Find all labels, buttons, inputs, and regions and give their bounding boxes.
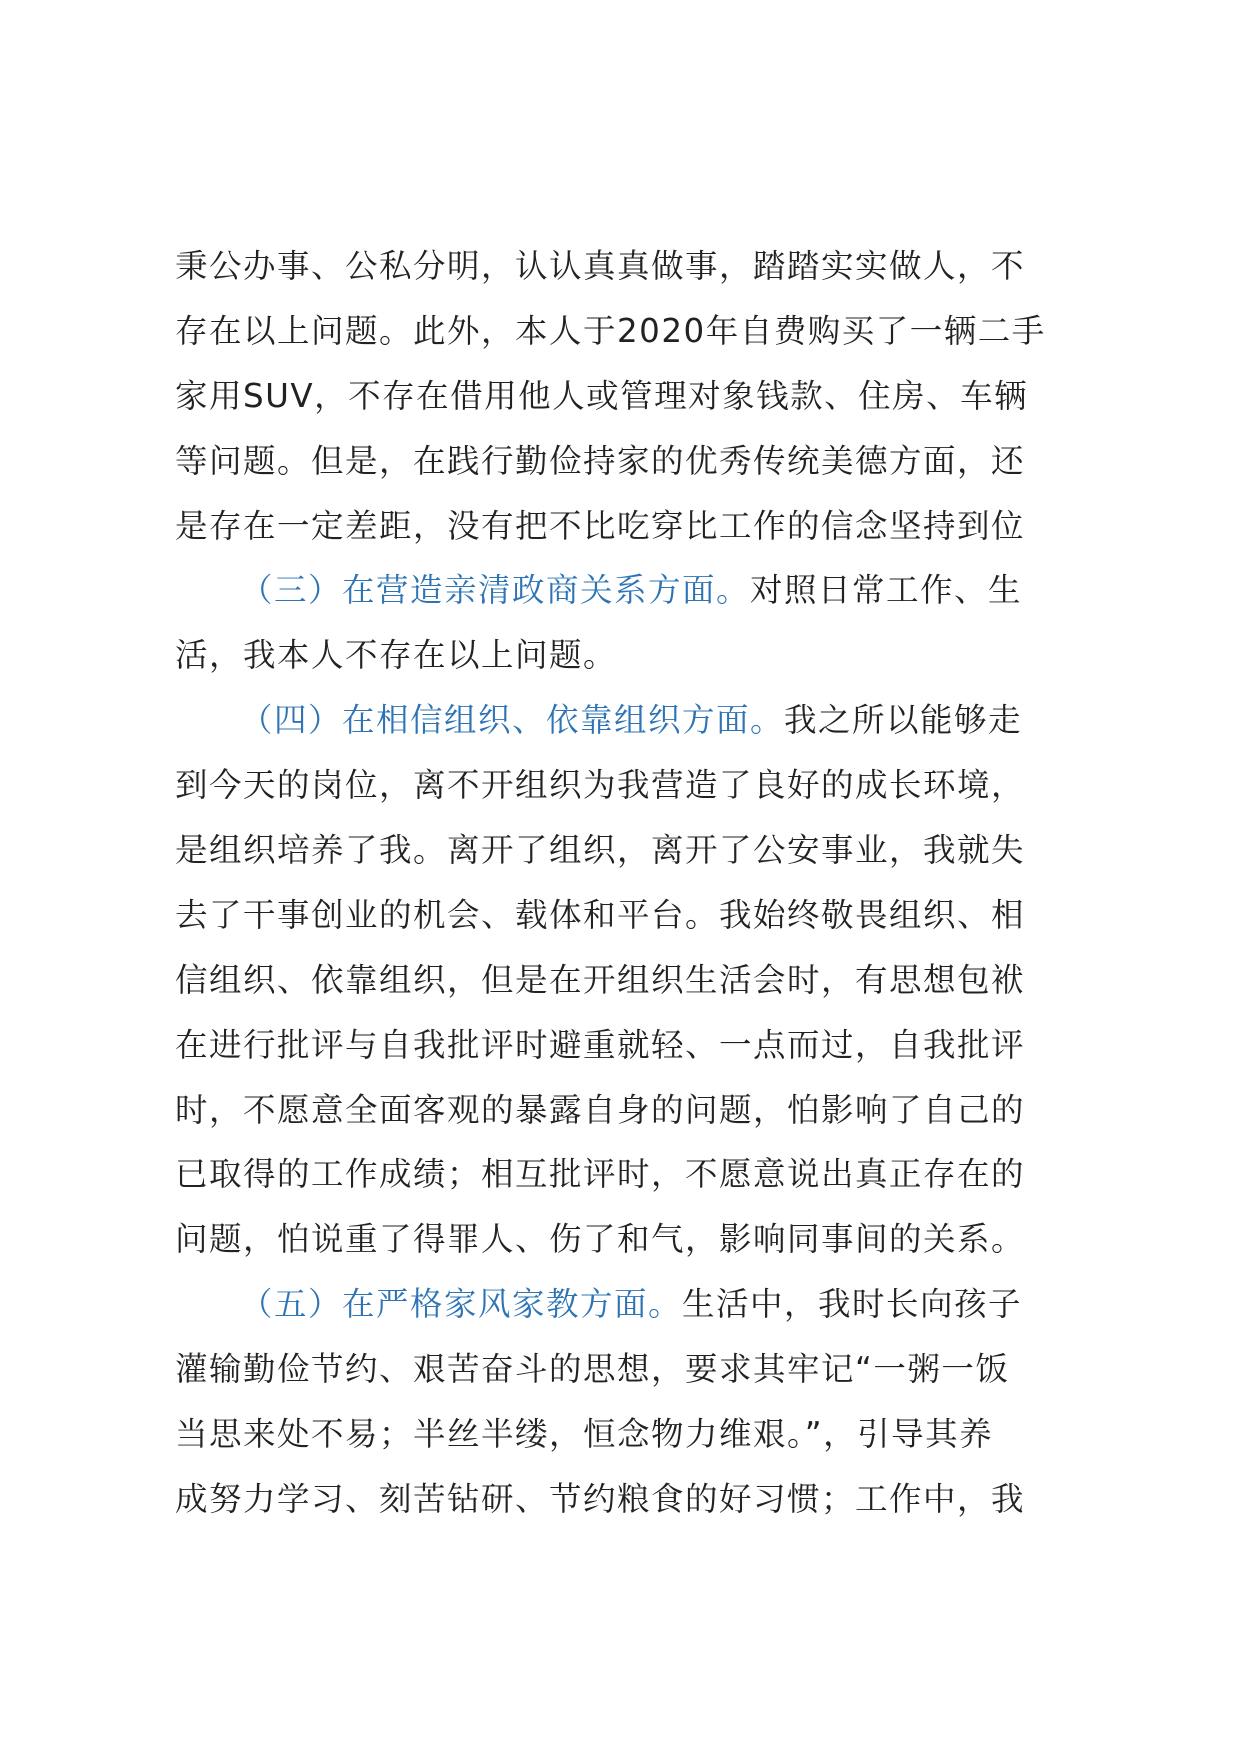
text-line: 去了干事创业的机会、载体和平台。我始终敬畏组织、相 — [175, 895, 1026, 934]
text-line: 时，不愿意全面客观的暴露自身的问题，怕影响了自己的 — [175, 1090, 1026, 1129]
paragraph-text: 生活中，我时长向孩子 — [682, 1285, 1023, 1324]
text-line: 成努力学习、刻苦钻研、节约粮食的好习惯；工作中，我 — [175, 1479, 1026, 1518]
section-heading: （三）在营造亲清政商关系方面。 — [240, 571, 751, 610]
text-line: 存在以上问题。此外，本人于2020年自费购买了一辆二手 — [175, 311, 1046, 350]
text-line: 家用SUV，不存在借用他人或管理对象钱款、住房、车辆 — [175, 376, 1029, 415]
text-line: 秉公办事、公私分明，认认真真做事，踏踏实实做人，不 — [175, 247, 1026, 285]
text-line: 是存在一定差距，没有把不比吃穿比工作的信念坚持到位 — [175, 506, 1026, 545]
text-line: 信组织、依靠组织，但是在开组织生活会时，有思想包袱 — [175, 960, 1026, 999]
text-line: 等问题。但是，在践行勤俭持家的优秀传统美德方面，还 — [175, 441, 1026, 480]
text-line: 是组织培养了我。离开了组织，离开了公安事业，我就失 — [175, 831, 1026, 870]
section-heading: （四）在相信组织、依靠组织方面。 — [240, 701, 785, 740]
paragraph-first-line — [175, 1272, 1105, 1337]
section-heading: （五）在严格家风家教方面。 — [240, 1285, 683, 1324]
text-line: 问题，怕说重了得罪人、伤了和气，影响同事间的关系。 — [175, 1220, 1026, 1259]
text-line: 活，我本人不存在以上问题。 — [175, 636, 618, 675]
paragraph-text: 对照日常工作、生 — [750, 571, 1023, 610]
text-line: 到今天的岗位，离不开组织为我营造了良好的成长环境， — [175, 766, 1026, 805]
text-line: 已取得的工作成绩；相互批评时，不愿意说出真正存在的 — [175, 1155, 1026, 1194]
paragraph-first-line — [175, 558, 1105, 623]
document-body — [175, 234, 1105, 1532]
text-line: 当思来处不易；半丝半缕，恒念物力维艰。”，引导其养 — [175, 1415, 994, 1454]
paragraph-first-line — [175, 688, 1105, 753]
paragraph-text: 我之所以能够走 — [784, 701, 1023, 740]
text-line: 在进行批评与自我批评时避重就轻、一点而过，自我批评 — [175, 1025, 1026, 1064]
text-line: 灌输勤俭节约、艰苦奋斗的思想，要求其牢记“一粥一饭 — [175, 1350, 1010, 1389]
